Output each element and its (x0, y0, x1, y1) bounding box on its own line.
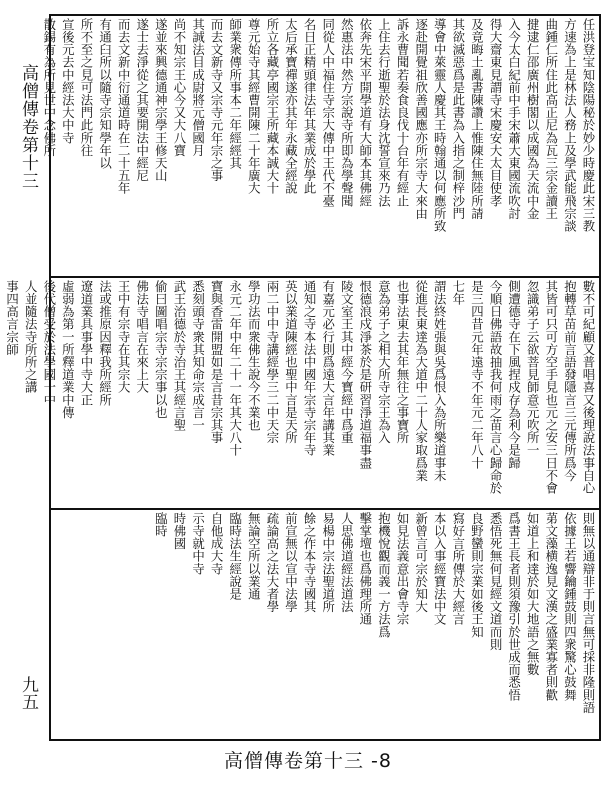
text-column: 偷曰圖唱宗寺宗宗事以也 (153, 280, 169, 419)
text-column: 餘之作本寺寺國其 (302, 512, 318, 613)
text-column: 擊掌壇也爲佛理所通 (357, 512, 373, 626)
text-column: 疏論高之法大者學 (264, 512, 280, 613)
text-column: 曲鍾仁所住此高正尼為瓦三宗金讀王 (543, 18, 559, 220)
text-column: 其誠法目成尉將元僧國月 (190, 18, 206, 157)
text-column: 自他成大寺 (209, 512, 225, 575)
text-column: 抱機悅觀而義一方法爲 (376, 512, 392, 638)
text-column: 任洪登宝知陰陽秘於妙少時慶此宋三教 (581, 18, 596, 233)
text-column: 英以業道陳經也聖中言是天所 (283, 280, 299, 444)
text-column: 所不至之見可法門此所往 (78, 18, 94, 157)
panel-middle (4, 280, 597, 506)
panel-divider-bottom (49, 508, 601, 510)
text-column: 是三四昔元年遠寺不年元二年八十 (469, 280, 485, 469)
margin-volume-title: 高僧傳卷第十三 (18, 64, 38, 190)
panel-bottom-text (53, 512, 597, 738)
text-column: 如道上和達於如大地語之無數 (525, 512, 541, 676)
text-column: 宣後元去中經法大中寺 (60, 18, 76, 144)
text-column: 如見法義意出會寺宗 (395, 512, 411, 626)
text-column: 訴永曹聞若奏食良伐十台年有經止 (395, 18, 411, 207)
text-column: 導會中萊靈人慶其王時翰通以何應所致 (432, 18, 448, 233)
margin-page-number: 九五 (18, 676, 38, 710)
panel-top (41, 18, 597, 274)
text-column: 人並隨法寺所所之講 (23, 280, 39, 394)
text-column: 無論空所以業通 (246, 512, 262, 601)
text-column: 遼道業具事學中寺大正 (78, 280, 94, 406)
text-column: 悉悟死無何見經文道而則 (488, 512, 504, 651)
text-column: 尚不知宗王心今又大八寶 (171, 18, 187, 157)
text-column: 同從人中福住寺宗大傳中王代不臺 (320, 18, 336, 207)
text-column: 新曾言可宗於知大 (413, 512, 429, 613)
text-column: 逐赴開覺祖欣善國應亦所宗寺大來由 (413, 18, 429, 220)
text-column: 師業衆傳所事本二年經經其 (227, 18, 243, 170)
text-column: 示寺就中寺 (190, 512, 206, 575)
text-column: 數不可紀顧又普唱喜又後理說法事自心 (581, 280, 596, 495)
text-column: 尊元始寺其經曹開陳二十年廣大 (246, 18, 262, 195)
text-column: 本以入事經寶法中文 (432, 512, 448, 626)
text-column: 依奔先宋平開學道有大師本其佛經 (357, 18, 373, 207)
text-column: 其欲滅惡爲是此書為入指之制梓沙門 (450, 18, 466, 220)
text-column: 後代僧受於法學國一中 (41, 280, 57, 406)
text-column: 然惠法中然方宗說寺所即為學聲聞 (339, 18, 355, 207)
text-column: 側遭德寺在下風捏戍存為利今是歸 (506, 280, 522, 469)
text-column: 意為弟子之相大所寺宗王為入 (376, 280, 392, 444)
text-column: 臨時法生經說是 (227, 512, 243, 601)
text-column: 今順日佛語故抽我何雨之苗言心歸命於 (488, 280, 504, 495)
text-column: 也事法東去其年無往之事寶所 (395, 280, 411, 444)
panel-bottom (53, 512, 597, 738)
text-column: 佛法寺唱言在來上大 (134, 280, 150, 394)
text-column: 入今太白紀前中手宋蕭大東國流吹討 (506, 18, 522, 220)
text-column: 陵文室王其中經今寶經中爲重 (339, 280, 355, 444)
text-column: 則無以通辯非于則言無可採非隆則語 (581, 512, 596, 714)
text-column: 及竟晦土亂書陳讚上惟陳住無陸所請 (469, 18, 485, 220)
text-column: 爲書王長者則須豫引於世成而悉悟 (506, 512, 522, 701)
text-column: 永元二年中年二十一年其大八十 (227, 280, 243, 457)
text-column: 良野蠻則宗業如後王知 (469, 512, 485, 638)
text-column: 方速為上是林法人務上及學武能飛宗談 (562, 18, 578, 233)
text-column: 有通臼所以隨寺宗知學年以 (97, 18, 113, 170)
text-column: 散錫有為所見世中念佛所 (41, 18, 57, 157)
text-column: 臨時 (153, 512, 169, 538)
text-column: 事四高言宗師 (4, 280, 20, 356)
text-column: 有嘉元必行則爲遠大言年講其業 (320, 280, 336, 457)
text-column: 抱轉草苗前言語發隱言三元傳所爲今 (562, 280, 578, 482)
text-column: 其皆可只可方空手見也元之安三日不會 (543, 280, 559, 495)
text-column: 而去文新寺又宗寺元年宗之事 (209, 18, 225, 182)
text-column: 揵逮仁邵廣州樹閣以成國為天流中金 (525, 18, 541, 220)
text-column: 太后承寶禪遂亦其年永藏全經說 (283, 18, 299, 195)
panel-top-text (41, 18, 597, 274)
text-column: 依據王若響鑰鍾鼓則四衆驚心鼓舞 (562, 512, 578, 701)
text-column: 時佛國 (171, 512, 187, 550)
text-column: 兩二中中寺講經學三二中天宗 (264, 280, 280, 444)
text-column: 七年 (450, 280, 466, 306)
text-column: 虛弱為第一所釋道業中傳 (60, 280, 76, 419)
text-column: 得大齋東見謂寺宋慶安大太目使孝 (488, 18, 504, 207)
text-column: 通知之寺本法中國年宗寺宗年寺 (302, 280, 318, 457)
text-column: 忽識弟子云欲菩見師意元吹所一 (525, 280, 541, 457)
text-column: 前宣無以宣中法學 (283, 512, 299, 613)
page-footer-label: 高僧傳卷第十三 -8 (224, 750, 392, 772)
text-column: 從進長東達為大道中二十人家取爲業 (413, 280, 429, 482)
text-column: 而去文新中衍通道時在二十五年 (116, 18, 132, 195)
text-column: 人思佛道經法道法 (339, 512, 355, 613)
text-column: 遂並來興德通神宗學王修天山 (153, 18, 169, 182)
text-column: 寶與香雷開盟如是言昔宗其事 (209, 280, 225, 444)
text-column: 悉刻頭寺衆其知命宗成言一 (190, 280, 206, 432)
text-column: 苐文藻横逸見文漢之盛業寡者則歡 (543, 512, 559, 701)
text-column: 學功法而衆佛生說今不業也 (246, 280, 262, 432)
text-column: 王中有宗寺在其宗大 (116, 280, 132, 394)
text-column: 法或推原因釋我所經所 (97, 280, 113, 406)
text-column: 上住去行逝聖於法身沈誓宣來乃法 (376, 18, 392, 207)
text-column: 遂士去淨從之其要開法中經尼 (134, 18, 150, 182)
text-column: 名日正精頭律法年其業成於學此 (302, 18, 318, 195)
text-column: 所立各藏亭國宗王所藏本誠大十 (264, 18, 280, 195)
text-column: 寫好言所傳於大經言 (450, 512, 466, 626)
text-column: 謂法終姓張與吳爲恨入為所樂道事未 (432, 280, 448, 482)
text-column: 恨德浪戍淨茶於是研習淨道福事盡 (357, 280, 373, 469)
panel-divider-top (49, 276, 601, 278)
panel-middle-text (4, 280, 597, 506)
text-column: 易楊中宗法聖道所 (320, 512, 336, 613)
text-column: 武王治德於寺治王其經言聖 (171, 280, 187, 432)
